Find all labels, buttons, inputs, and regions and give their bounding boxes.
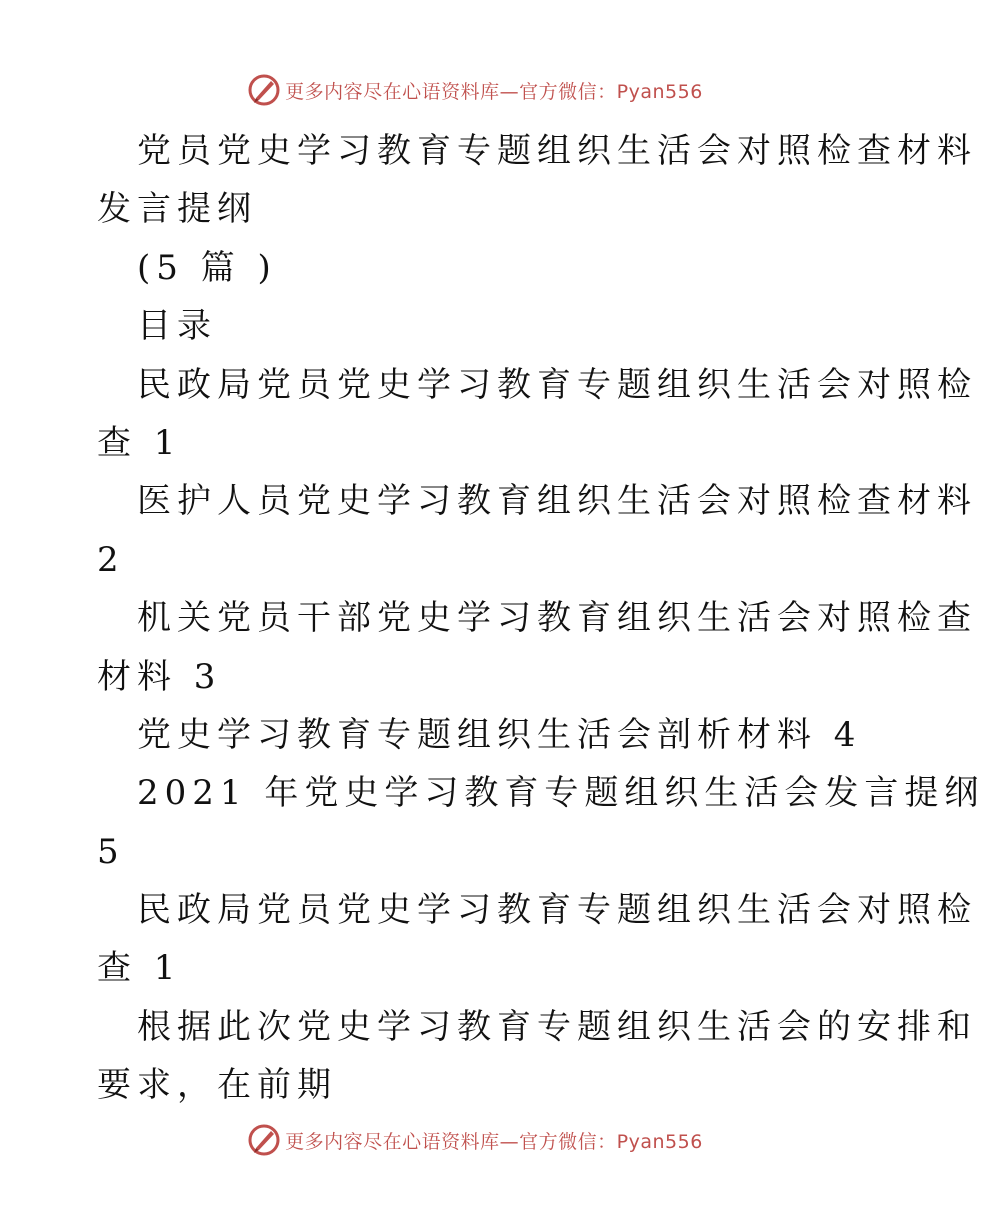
text-line: 民政局党员党史学习教育专题组织生活会对照检 [137, 890, 977, 931]
text-line: 查 1 [97, 948, 182, 989]
text-line: (5 篇 ) [137, 247, 277, 288]
text-line: 发言提纲 [97, 189, 257, 230]
text-line: 目录 [137, 306, 217, 347]
text-line: 根据此次党史学习教育专题组织生活会的安排和 [137, 1006, 977, 1047]
footer-banner-text: 更多内容尽在心语资料库—官方微信：Pyan556 [285, 1130, 703, 1153]
footer-banner[interactable] [0, 1118, 950, 1162]
text-line: 要求，在前期 [97, 1065, 337, 1106]
text-line: 查 1 [97, 422, 182, 463]
header-banner-text: 更多内容尽在心语资料库—官方微信：Pyan556 [285, 80, 703, 103]
text-line: 医护人员党史学习教育组织生活会对照检查材料 [137, 481, 977, 522]
text-line: 材料 3 [97, 656, 222, 697]
text-line: 2021 年党史学习教育专题组织生活会发言提纲 [137, 773, 984, 814]
text-line: 民政局党员党史学习教育专题组织生活会对照检 [137, 364, 977, 405]
quill-pen-logo-icon [247, 73, 281, 107]
text-line: 党员党史学习教育专题组织生活会对照检查材料 [137, 131, 977, 171]
text-line: 党史学习教育专题组织生活会剖析材料 4 [137, 714, 862, 755]
text-line: 5 [97, 831, 125, 872]
header-banner[interactable] [0, 68, 950, 112]
document-body [97, 122, 984, 1115]
text-line: 2 [97, 539, 125, 580]
text-line: 机关党员干部党史学习教育组织生活会对照检查 [137, 598, 977, 639]
quill-pen-logo-icon [247, 1123, 281, 1157]
